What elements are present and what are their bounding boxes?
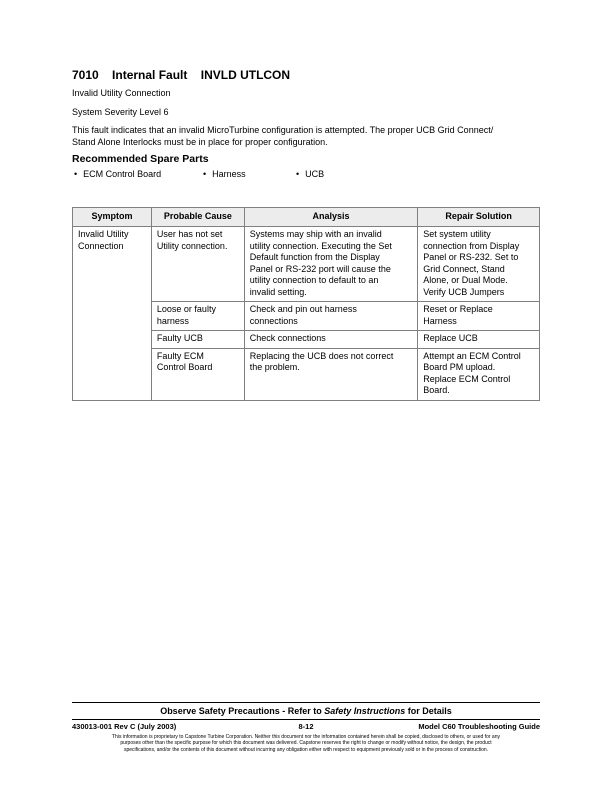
fault-code: 7010	[72, 68, 99, 82]
fault-id: INVLD UTLCON	[200, 68, 291, 82]
fault-name: Internal Fault	[112, 68, 188, 82]
safety-notice: Observe Safety Precautions - Refer to Safety Instructions for Details	[160, 706, 452, 716]
solution-cell: Set system utility connection from Display Panel or RS-232. Set to Grid Connect, Stand Alone, or Dual Mode. Verify UCB Jumpers	[418, 227, 540, 302]
analysis-cell: Check and pin out harness connections	[244, 302, 418, 331]
fault-body-line: Stand Alone Interlocks must be in place for proper configuration.	[72, 137, 328, 147]
spare-part-item: • Harness	[203, 169, 246, 179]
solution-cell: Replace UCB	[418, 331, 540, 349]
header-probable-cause: Probable Cause	[151, 208, 244, 227]
table-row	[73, 227, 540, 302]
footer-rule-top	[72, 702, 540, 703]
guide-title: Model C60 Troubleshooting Guide	[418, 722, 540, 731]
header-analysis: Analysis	[244, 208, 418, 227]
fault-severity: System Severity Level 6	[72, 107, 169, 117]
fault-body	[72, 124, 493, 148]
doc-number: 430013-001 Rev C (July 2003)	[72, 722, 177, 731]
footer-rule-bottom	[72, 719, 540, 720]
page-number: 8-12	[298, 722, 314, 731]
spare-part-item: • ECM Control Board	[74, 169, 162, 179]
header-symptom: Symptom	[73, 208, 152, 227]
spare-part-item: • UCB	[296, 169, 325, 179]
symptom-cell: Invalid Utility Connection	[73, 227, 152, 401]
legal-notice: This information is proprietary to Capstone Turbine Corporation. Neither this document nor the information contained herein shall be copied, disclosed to others, or used for any purposes other than the specific purpose for which this document was delivered. Capstone reserves the right to change or modify without notice, the design, the product specifications, and/or the contents of this document without incurring any obligation either with respect to equipment previously sold or in the process of construction.	[112, 734, 500, 753]
analysis-cell: Systems may ship with an invalid utility connection. Executing the Set Default function from the Display Panel or RS-232 port will cause the utility connection to default to an invalid setting.	[244, 227, 418, 302]
fault-title	[72, 68, 300, 82]
safety-instructions-ref: Safety Instructions	[324, 706, 406, 716]
header-repair-solution: Repair Solution	[418, 208, 540, 227]
spare-parts-heading: Recommended Spare Parts	[72, 153, 209, 165]
fault-description: Invalid Utility Connection	[72, 88, 171, 98]
cause-cell: Faulty ECM Control Board	[151, 348, 244, 400]
solution-cell: Reset or Replace Harness	[418, 302, 540, 331]
table-header-row	[73, 208, 540, 227]
fault-body-line: This fault indicates that an invalid MicroTurbine configuration is attempted. The proper UCB Grid Connect/	[72, 125, 494, 135]
troubleshooting-table	[72, 207, 540, 401]
solution-cell: Attempt an ECM Control Board PM upload. Replace ECM Control Board.	[418, 348, 540, 400]
analysis-cell: Check connections	[244, 331, 418, 349]
cause-cell: Faulty UCB	[151, 331, 244, 349]
cause-cell: Loose or faulty harness	[151, 302, 244, 331]
analysis-cell: Replacing the UCB does not correct the problem.	[244, 348, 418, 400]
cause-cell: User has not set Utility connection.	[151, 227, 244, 302]
